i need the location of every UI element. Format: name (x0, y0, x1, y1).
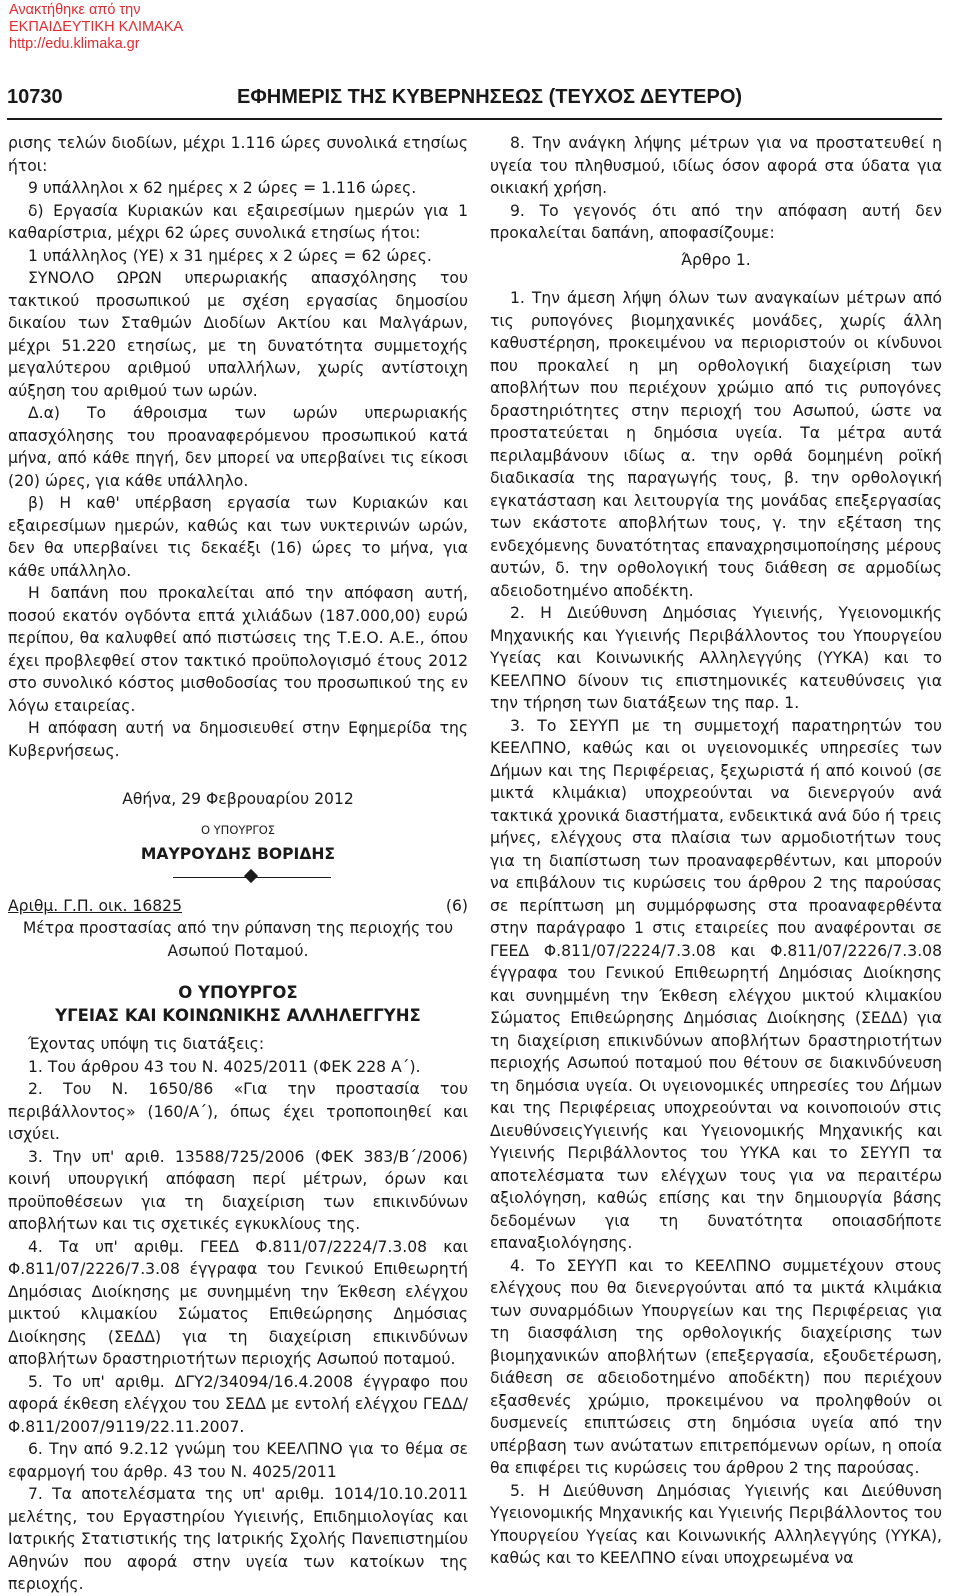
signature-date: Αθήνα, 29 Φεβρουαρίου 2012 (122, 790, 354, 808)
signature-role: Ο ΥΠΟΥΡΓΟΣ (200, 822, 276, 837)
paragraph: ρισης τελών διοδίων, μέχρι 1.116 ώρες συνολικά ετησίως ήτοι: (8, 134, 468, 175)
list-item: 8. Την ανάγκη λήψης μέτρων για να προστατευθεί η υγεία του πληθυσμού, ιδίως όσον αφορά στα ύδατα για οικιακή χρήση. (490, 134, 942, 197)
considering-intro: Έχοντας υπόψη τις διατάξεις: (28, 1035, 265, 1053)
watermark-line-1: Ανακτήθηκε από την (9, 2, 141, 18)
gazette-title: ΕΦΗΜΕΡΙΣ ΤΗΣ ΚΥΒΕΡΝΗΣΕΩΣ (ΤΕΥΧΟΣ ΔΕΥΤΕΡΟ) (237, 86, 743, 108)
decree-reference: Αριθμ. Γ.Π. οικ. 16825 (8, 897, 183, 915)
page-header (7, 86, 942, 114)
paragraph: Η δαπάνη που προκαλείται από την απόφαση αυτή, ποσού εκατόν ογδόντα επτά χιλιάδων (187.000,00) ευρώ περίπου, θα καλυφθεί από πιστώσεις της Τ.Ε.Ο. Α.Ε., όπου έχει προβλεφθεί στον τακτικό προϋπολογισμό έτους 2012 στο συνολικό κόστος μισθοδοσίας του προσωπικού της εν λόγω εταιρείας. (8, 584, 468, 715)
paragraph: 1 υπάλληλος (ΥΕ) x 31 ημέρες x 2 ώρες = 62 ώρες. (28, 246, 432, 265)
watermark-line-2: ΕΚΠΑΙΔΕΥΤΙΚΗ ΚΛΙΜΑΚΑ (9, 19, 184, 35)
right-column (490, 132, 942, 1570)
minister-title: Ο ΥΠΟΥΡΓΟΣ (178, 983, 298, 1002)
paragraph: δ) Εργασία Κυριακών και εξαιρεσίμων ημερών για 1 καθαρίστρια, μέχρι 62 ώρες συνολικά ετησίως ήτοι: (8, 201, 468, 242)
header-rule (7, 118, 942, 120)
article-paragraph: 4. Το ΣΕΥΥΠ και το ΚΕΕΛΠΝΟ συμμετέχουν στους ελέγχους που θα διενεργούνται από τα μικτά κλιμάκια των συναρμόδιων Υπουργείων και της Περιφέρειας για τη διασφάλιση της ορθολογικής διαχείρισης των βιομηχανικών αποβλήτων (επεξεργασία, εξουδετέρωση, διάθεση σε αδειοδοτημένο αποδέκτη) που περιέχουν εξασθενές χρώμιο, προκειμένου να προληφθούν οι δυσμενείς επιπτώσεις στη δημόσια υγεία από την υπέρβαση των ανώτατων επιτρεπόμενων ορίων, η οποία θα επιφέρει τις κυρώσεις του άρθρου 2 της παρούσας. (490, 1256, 942, 1477)
decree-number: (6) (445, 897, 468, 915)
section-divider (8, 867, 468, 889)
paragraph: Η απόφαση αυτή να δημοσιευθεί στην Εφημερίδα της Κυβερνήσεως. (8, 719, 468, 760)
decree-reference-line (8, 895, 468, 917)
list-item: 9. Το γεγονός ότι από την απόφαση αυτή δεν προκαλείται δαπάνη, αποφασίζουμε: (490, 201, 942, 242)
list-item: 5. Το υπ' αριθμ. ΔΓΥ2/34094/16.4.2008 έγγραφο που αφορά έκθεση ελέγχου του ΣΕΔΔ με εντολή ελέγχου ΓΕΔΔ/Φ.811/2007/9119/22.11.2007. (8, 1372, 468, 1436)
article-heading: Άρθρο 1. (681, 250, 751, 269)
list-item: 6. Την από 9.2.12 γνώμη του ΚΕΕΛΠΝΟ για το θέμα σε εφαρμογή του άρθρ. 43 του Ν. 4025/2011 (8, 1440, 468, 1481)
watermark-link[interactable]: http://edu.klimaka.gr (9, 36, 140, 52)
list-item: 7. Τα αποτελέσματα της υπ' αριθμ. 1014/10.10.2011 μελέτης, του Εργαστηρίου Υγιεινής, Επιδημιολογίας και Ιατρικής Στατιστικής της Ιατρικής Σχολής Πανεπιστημίου Αθηνών που αφορά στην υγεία των κατοίκων της περιοχής. (8, 1485, 468, 1593)
article-paragraph: 1. Την άμεση λήψη όλων των αναγκαίων μέτρων από τις ρυπογόνες βιομηχανικές μονάδες, χωρίς άλλη καθυστέρηση, προκειμένου να περιοριστούν οι κίνδυνοι που προκαλεί η μη ορθολογική διαχείριση των αποβλήτων που περιέχουν χρώμιο από τις ρυπογόνες δραστηριότητες στην περιοχή του Ασωπού, ώστε να προστατεύεται η δημόσια υγεία. Τα μέτρα αυτά περιλαμβάνουν ιδίως α. την ορθά δομημένη ροϊκή διαδικασία της παραγωγής τους, β. την ορθολογική εγκατάσταση και λειτουργία της μονάδας επεξεργασίας των εκάστοτε αποβλήτων τους, γ. την εξέταση της ενδεχόμενης δυνατότητας επαναχρησιμοποίησης μέρους αυτών, δ. την ορθολογική τους διάθεση σε αρμοδίως αδειοδοτημένο αποδέκτη. (490, 289, 942, 600)
paragraph: β) Η καθ' υπέρβαση εργασία των Κυριακών και εξαιρεσίμων ημερών, καθώς και των νυκτερινών ωρών, δεν θα υπερβαίνει τις δεκαέξι (16) ώρες το μήνα, για κάθε υπάλληλο. (8, 494, 468, 580)
left-column (8, 132, 468, 1596)
list-item: 2. Του Ν. 1650/86 «Για την προστασία του περιβάλλοντος» (160/Α΄), όπως έχει τροποποιηθεί και ισχύει. (8, 1080, 468, 1143)
article-paragraph: 2. Η Διεύθυνση Δημόσιας Υγιεινής, Υγειονομικής Μηχανικής και Υγιεινής Περιβάλλοντος του Υπουργείου Υγείας και Κοινωνικής Αλληλεγγύης (ΥΥΚΑ) και το ΚΕΕΛΠΝΟ δίνουν τις επιστημονικές κατευθύνσεις για την τήρηση των διατάξεων της παρ. 1. (490, 604, 942, 712)
list-item: 4. Τα υπ' αριθμ. ΓΕΕΔ Φ.811/07/2224/7.3.08 και Φ.811/07/2226/7.3.08 έγγραφα του Γενικού Επιθεωρητή Δημόσιας Διοίκησης με συνημμένη την Έκθεση ελέγχου μικτού κλιμακίου Σώματος Επιθεώρησης Δημόσιας Διοίκησης (ΣΕΔΔ) για τη διαχείριση επικινδύνων αποβλήτων δραστηριοτήτων περιοχής Ασωπού ποταμού. (8, 1237, 468, 1368)
article-paragraph: 5. Η Διεύθυνση Δημόσιας Υγιεινής και Διεύθυνση Υγειονομικής Μηχανικής και Υγιεινής Περιβάλλοντος του Υπουργείου Υγείας και Κοινωνικής Αλληλεγγύης (ΥΥΚΑ), καθώς και το ΚΕΕΛΠΝΟ είναι υποχρεωμένα να (490, 1481, 942, 1567)
page-number: 10730 (7, 86, 63, 108)
paragraph: 9 υπάλληλοι x 62 ημέρες x 2 ώρες = 1.116 ώρες. (28, 179, 417, 197)
watermark (9, 2, 183, 53)
decree-title: Μέτρα προστασίας από την ρύπανση της περιοχής του Ασωπού Ποταμού. (22, 919, 454, 960)
article-paragraph: 3. Το ΣΕΥΥΠ με τη συμμετοχή παρατηρητών του ΚΕΕΛΠΝΟ, καθώς και οι υγειονομικές υπηρεσίες των Δήμων και της Περιφέρειας, ξεχωριστά ή από κοινού (σε μικτά κλιμάκια) υποχρεούνται να διενεργούν ανά τακτικά χρονικά διαστήματα, ενδεικτικά ανά δύο ή τρεις μήνες, ελέγχους στα πλαίσια των αρμοδιοτήτων τους για τη διαπίστωση των προαναφερθέντων, και μπορούν να επιβάλουν τις κυρώσεις του άρθρου 2 της παρούσας σε περίπτωση μη συμμόρφωσης στα προαναφερθέντα στην παράγραφο 1 στις εταιρείες που αναφέρονται σε ΓΕΕΔ Φ.811/07/2224/7.3.08 και Φ.811/07/2226/7.3.08 έγγραφα του Γενικού Επιθεωρητή Δημόσιας Διοίκησης και συνημμένη την Έκθεση ελέγχου μικτού κλιμακίου Σώματος Επιθεώρησης Δημόσιας Διοίκησης (ΣΕΔΔ) για τη διαχείριση επικινδύνων αποβλήτων δραστηριοτήτων περιοχής Ασωπού ποταμού που θέτουν σε διακινδύνευση τη δημόσια υγεία. Οι υγειονομικές υπηρεσίες του Δήμων και της Περιφέρειας υποχρεούνται να κοινοποιούν στις ΔιευθύνσειςΥγιεινής και Υγειονομικής Μηχανικής και Υγιεινής Περιβάλλοντος του ΥΥΚΑ και το ΣΕΥΥΠ τα αποτελέσματα των ελέγχων τους για να περαιτέρω αξιολόγηση, καθώς επίσης και την δημιουργία βάσης δεδομένων για τη δυνατότητα οποιασδήποτε επαναξιολόγησης. (490, 716, 942, 1252)
paragraph: Δ.α) Το άθροισμα των ωρών υπερωριακής απασχόλησης του προαναφερόμενου προσωπικού κατά μήνα, από κάθε πηγή, δεν μπορεί να υπερβαίνει τις είκοσι (20) ώρες, για κάθε υπάλληλο. (8, 404, 468, 490)
signature-name: ΜΑΥΡΟΥΔΗΣ ΒΟΡΙΔΗΣ (140, 844, 336, 863)
ministry-name: ΥΓΕΙΑΣ ΚΑΙ ΚΟΙΝΩΝΙΚΗΣ ΑΛΛΗΛΕΓΓΥΗΣ (55, 1005, 421, 1025)
paragraph: ΣΥΝΟΛΟ ΩΡΩΝ υπερωριακής απασχόλησης του τακτικού προσωπικού με σχέση εργασίας δημοσίου δικαίου των Σταθμών Διοδίων Ακτίου και Μαλγάρων, μέχρι 51.220 ετησίως, με τη δυνατότητα συμμετοχής μεγαλύτερου αριθμού υπαλλήλων, χωρίς αντίστοιχη αύξηση του αριθμού των ωρών. (8, 269, 468, 400)
list-item: 3. Την υπ' αριθ. 13588/725/2006 (ΦΕΚ 383/Β΄/2006) κοινή υπουργική απόφαση περί μέτρων, όρων και προϋποθέσεων για τη διαχείριση των επικινδύνων αποβλήτων και τις σχετικές εγκυκλίους της. (8, 1147, 468, 1233)
divider-diamond-icon (244, 869, 258, 883)
list-item: 1. Του άρθρου 43 του Ν. 4025/2011 (ΦΕΚ 228 Α΄). (28, 1057, 421, 1076)
